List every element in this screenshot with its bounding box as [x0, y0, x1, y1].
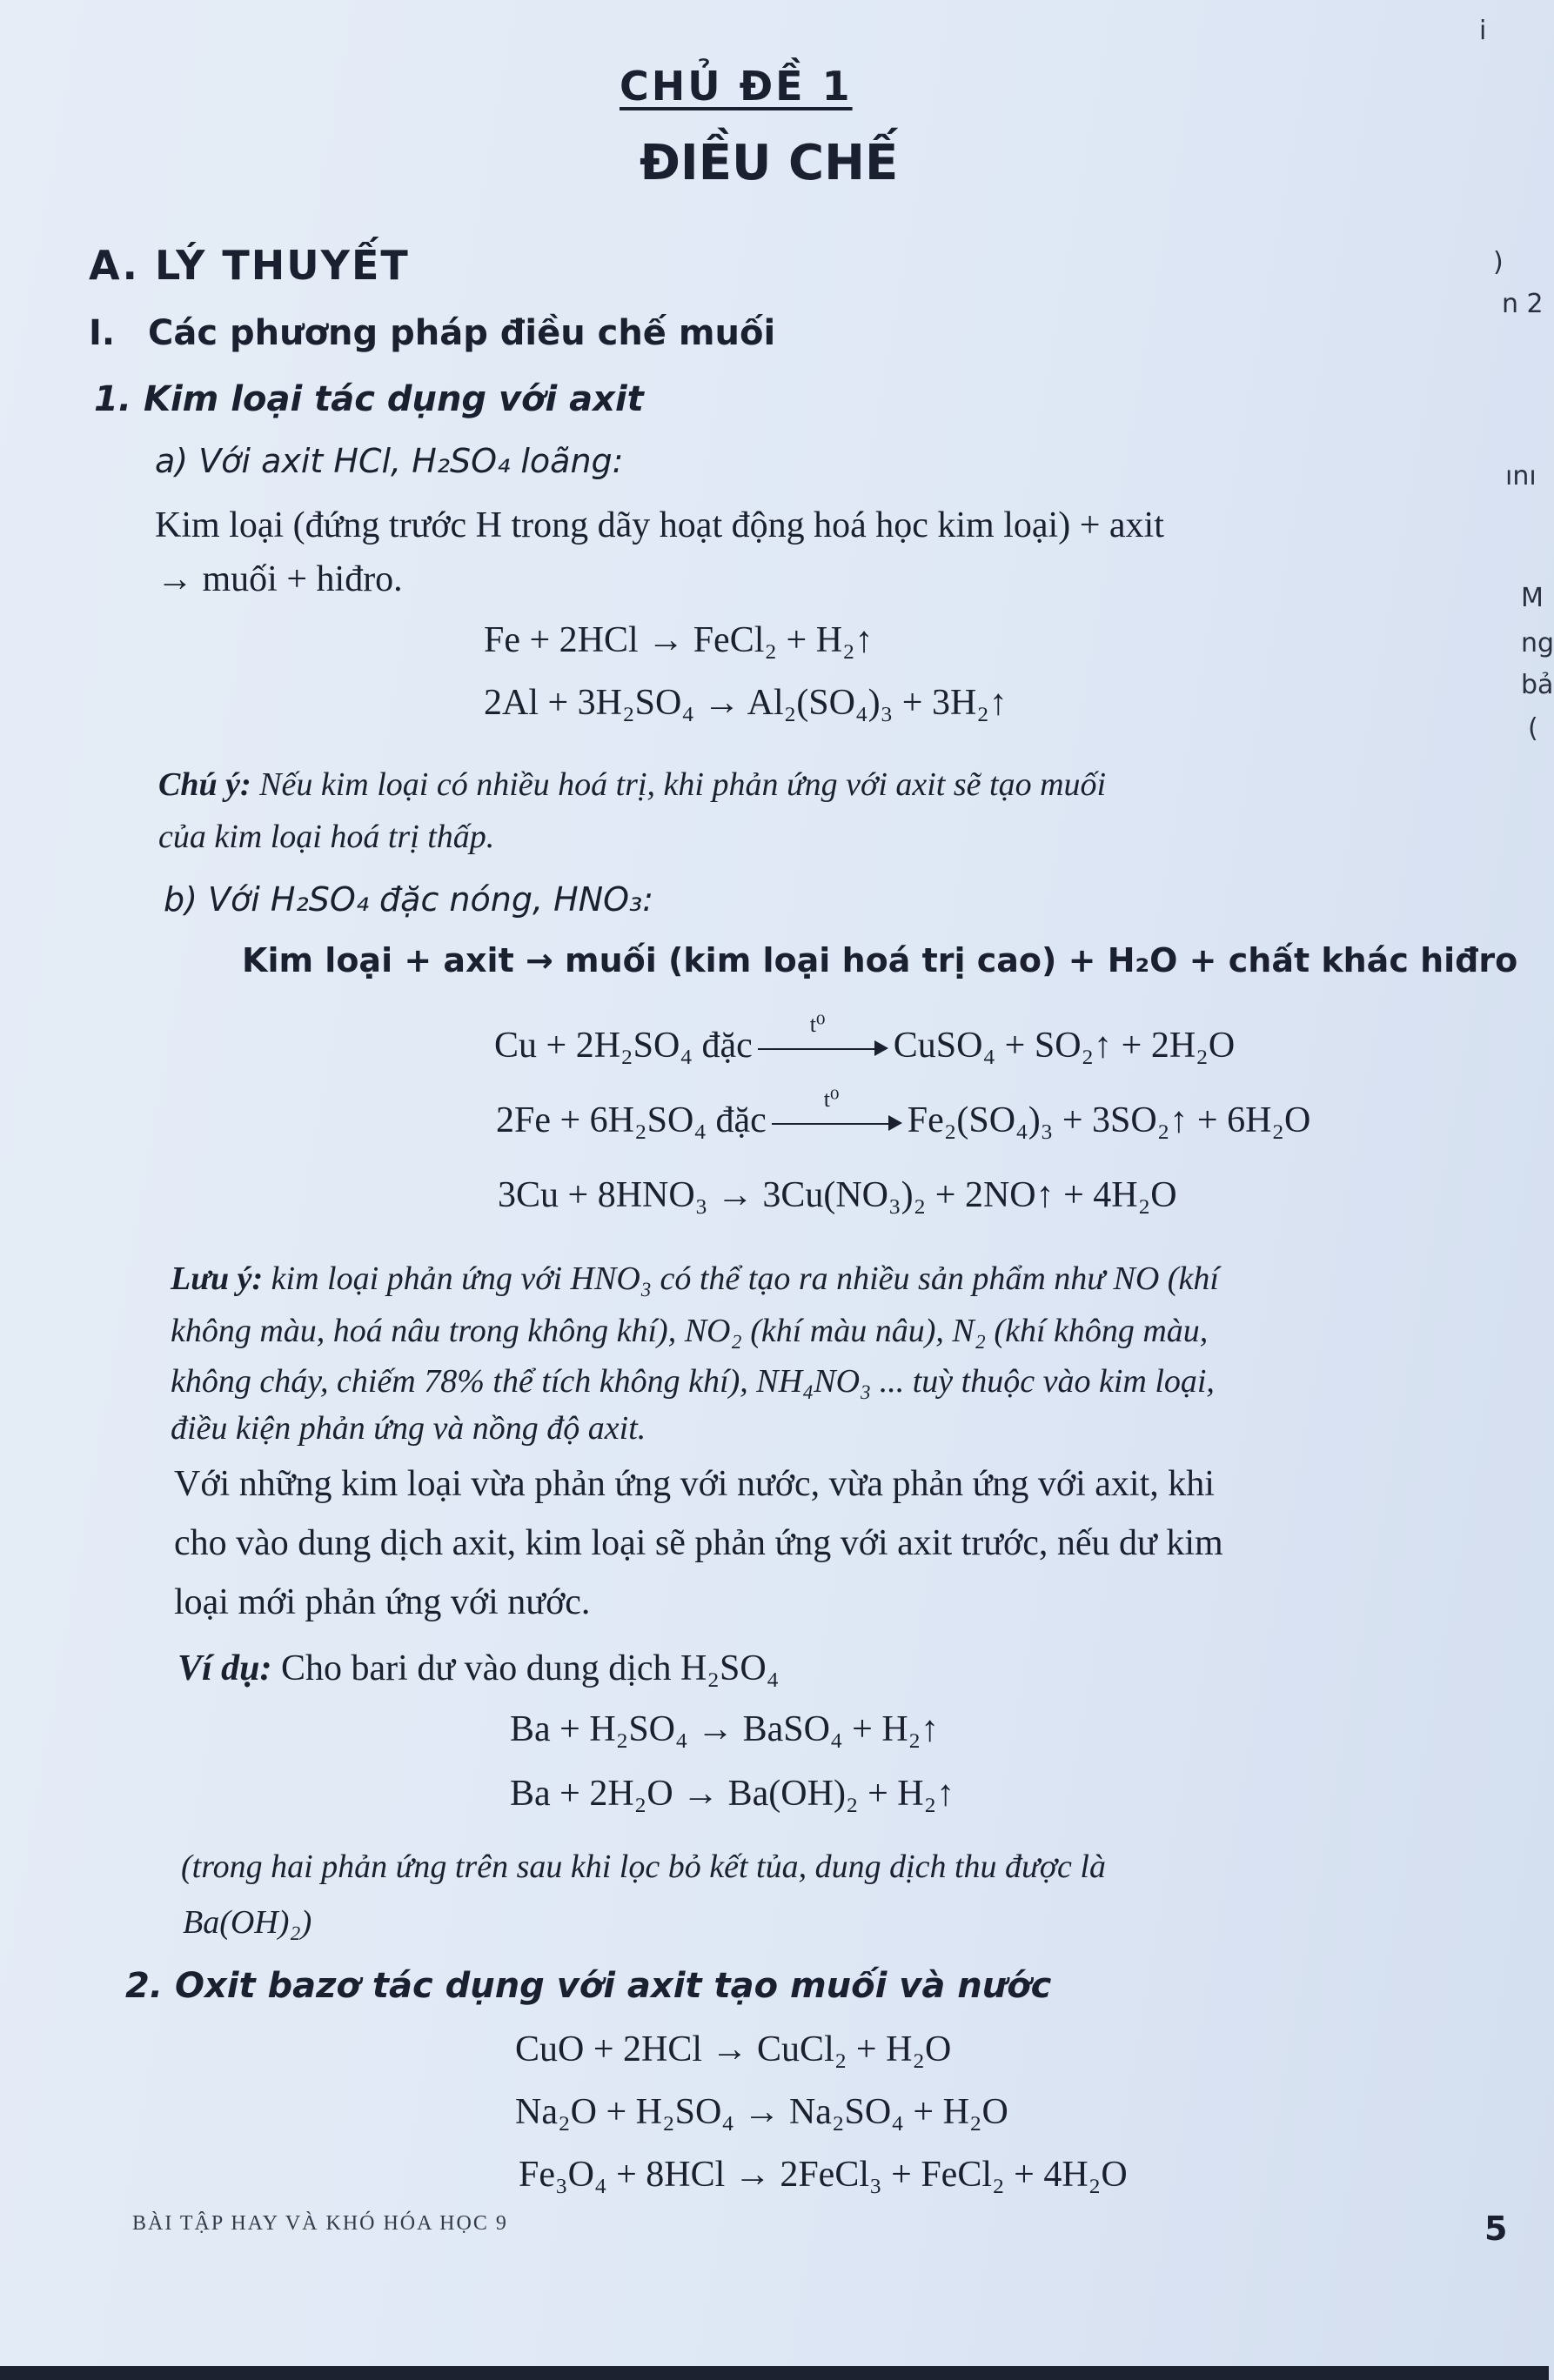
subsection-1a-heading: a) Với axit HCl, H₂SO₄ loãng: [155, 442, 624, 480]
example-text: Cho bari dư vào dung dịch H₂SO₄ [271, 1648, 780, 1688]
section-i-heading: Các phương pháp điều chế muối [148, 313, 776, 353]
subsection-1-heading: 1. Kim loại tác dụng với axit [94, 379, 644, 419]
note-2-line-2: không màu, hoá nâu trong không khí), NO₂ (khí màu nâu), N₂ (khí không màu, [171, 1313, 1209, 1349]
paragraph-2-line-3: loại mới phản ứng với nước. [174, 1582, 591, 1622]
equation-4 [496, 1086, 1311, 1141]
equation-8: CuO + 2HCl → CuCl₂ + H₂O [515, 2029, 952, 2069]
equation-7: Ba + 2H₂O → Ba(OH)₂ + H₂↑ [510, 1774, 955, 1814]
note-2-line-3: không cháy, chiếm 78% thể tích không khí), NH₄NO₃ ... tuỳ thuộc vào kim loại, [171, 1363, 1215, 1400]
heat-arrow-label: t⁰ [809, 1012, 826, 1038]
page-title: ĐIỀU CHẾ [640, 135, 899, 191]
general-reaction-rule: Kim loại + axit → muối (kim loại hoá trị cao) + H₂O + chất khác hiđro [242, 941, 1518, 979]
edge-fragment: ( [1528, 713, 1538, 744]
edge-fragment: ng [1521, 628, 1554, 659]
equation-3-products: CuSO₄ + SO₂↑ + 2H₂O [893, 1026, 1236, 1066]
note-1-line-1 [158, 765, 1106, 804]
example-label: Ví dụ: [178, 1648, 272, 1688]
note-2-text: kim loại phản ứng với HNO₃ có thể tạo ra nhiều sản phẩm như NO (khí [263, 1260, 1219, 1297]
equation-1: Fe + 2HCl → FeCl₂ + H₂↑ [484, 620, 874, 660]
equation-9: Na₂O + H₂SO₄ → Na₂SO₄ + H₂O [515, 2092, 1008, 2132]
note-1-label: Chú ý: [158, 766, 251, 803]
section-a-heading: A. LÝ THUYẾT [89, 242, 410, 289]
equation-3-reactants: Cu + 2H₂SO₄ đặc [494, 1026, 753, 1066]
note-3-line-1: (trong hai phản ứng trên sau khi lọc bỏ kết tủa, dung dịch thu được là [181, 1849, 1106, 1885]
note-1-text: Nếu kim loại có nhiều hoá trị, khi phản ứng với axit sẽ tạo muối [251, 766, 1107, 803]
edge-fragment: ) [1493, 247, 1504, 277]
equation-10: Fe₃O₄ + 8HCl → 2FeCl₃ + FeCl₂ + 4H₂O [519, 2155, 1128, 2195]
footer-book-title: BÀI TẬP HAY VÀ KHÓ HÓA HỌC 9 [132, 2212, 508, 2235]
heat-arrow-4 [772, 1086, 902, 1133]
note-2-label: Lưu ý: [171, 1260, 264, 1297]
edge-fragment: i [1479, 16, 1487, 46]
edge-fragment: ını [1505, 461, 1537, 491]
subsection-2-heading: 2. Oxit bazơ tác dụng với axit tạo muối và nước [125, 1966, 1052, 2006]
edge-fragment: M [1521, 583, 1544, 613]
paragraph-1-line-2: → muối + hiđro. [157, 559, 403, 599]
paragraph-2-line-1: Với những kim loại vừa phản ứng với nước, vừa phản ứng với axit, khi [174, 1464, 1215, 1504]
equation-3 [494, 1012, 1236, 1066]
equation-5: 3Cu + 8HNO₃ → 3Cu(NO₃)₂ + 2NO↑ + 4H₂O [498, 1175, 1177, 1215]
heat-arrow-3 [758, 1012, 888, 1059]
example-line [178, 1648, 779, 1689]
equation-4-products: Fe₂(SO₄)₃ + 3SO₂↑ + 6H₂O [907, 1100, 1311, 1140]
section-i-number: I. [89, 313, 116, 353]
equation-4-reactants: 2Fe + 6H₂SO₄ đặc [496, 1100, 767, 1140]
heat-arrow-label: t⁰ [823, 1086, 840, 1113]
chapter-label: CHỦ ĐỀ 1 [620, 63, 853, 110]
paragraph-1-line-1: Kim loại (đứng trước H trong dãy hoạt động hoá học kim loại) + axit [155, 505, 1164, 545]
equation-2: 2Al + 3H₂SO₄ → Al₂(SO₄)₃ + 3H₂↑ [484, 683, 1008, 723]
subsection-1b-heading: b) Với H₂SO₄ đặc nóng, HNO₃: [164, 880, 654, 919]
note-1-line-2: của kim loại hoá trị thấp. [158, 819, 495, 855]
equation-6: Ba + H₂SO₄ → BaSO₄ + H₂↑ [510, 1709, 940, 1749]
edge-fragment: bả [1521, 670, 1554, 700]
page-number: 5 [1484, 2210, 1508, 2248]
page-bottom-edge [0, 2366, 1549, 2380]
note-3-line-2: Ba(OH)₂) [183, 1904, 312, 1941]
note-2-line-4: điều kiện phản ứng và nồng độ axit. [171, 1410, 646, 1447]
note-2-line-1 [171, 1260, 1219, 1298]
paragraph-2-line-2: cho vào dung dịch axit, kim loại sẽ phản ứng với axit trước, nếu dư kim [174, 1523, 1223, 1563]
edge-fragment: n 2 [1502, 289, 1544, 319]
